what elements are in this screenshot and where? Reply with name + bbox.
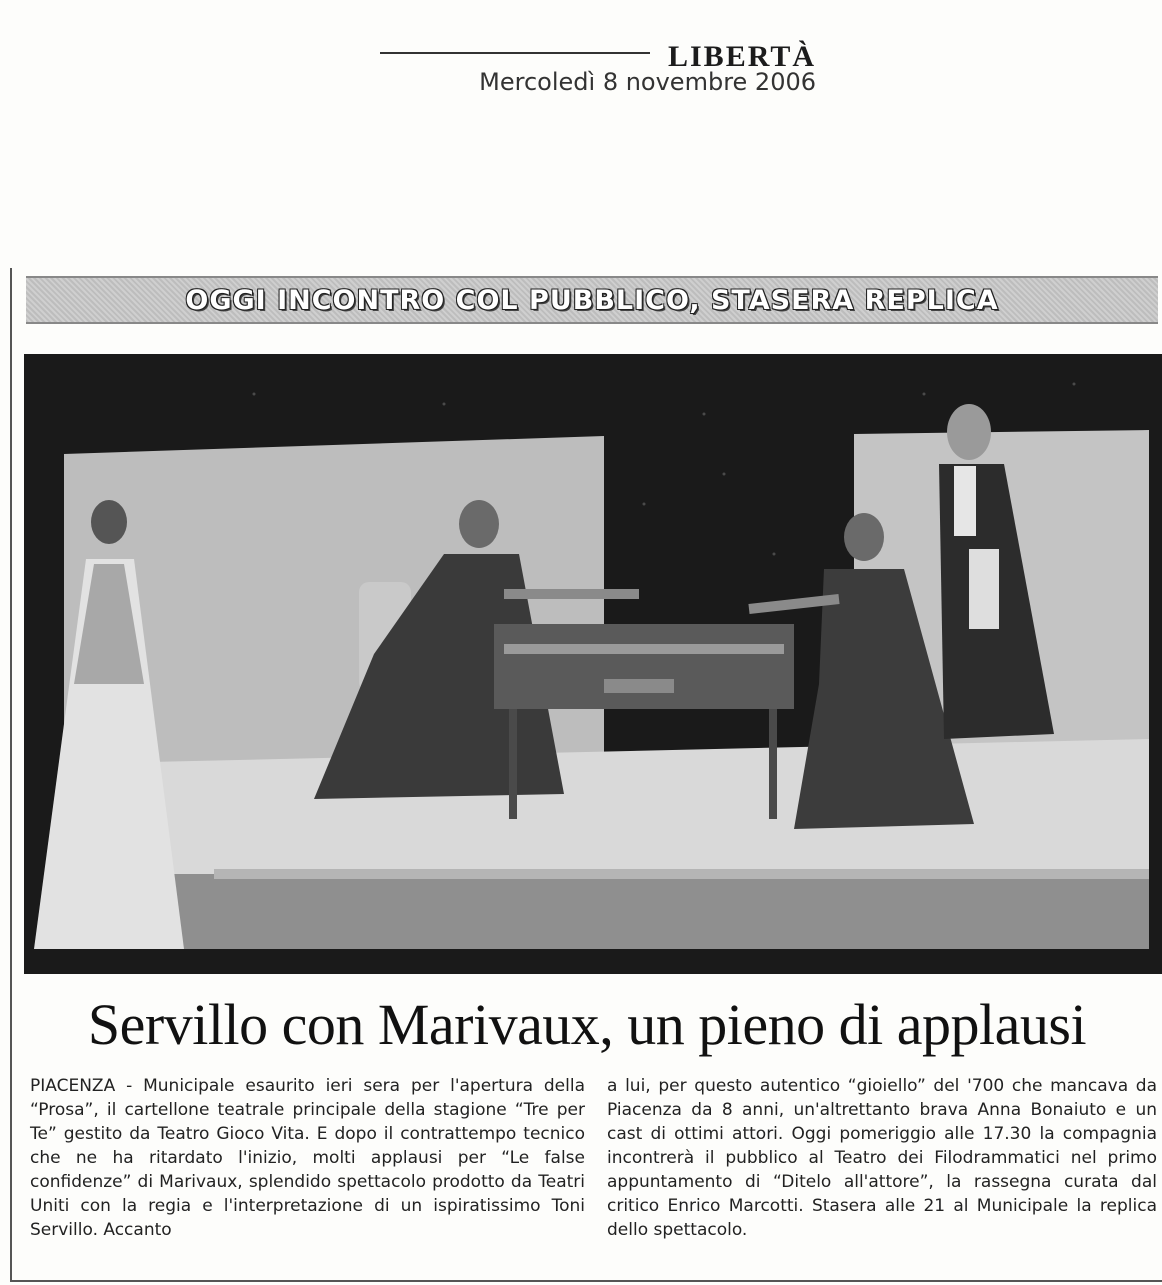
kicker-banner (26, 276, 1158, 324)
stage-photo-illustration (24, 354, 1162, 974)
publication-date: Mercoledì 8 novembre 2006 (479, 68, 816, 96)
article-body-column-2: a lui, per questo autentico “gioiello” del '700 che mancava da Piacenza da 8 anni, un'altrettanto brava Anna Bonaiuto e un cast di ottimi attori. Oggi pomeriggio alle 17.30 la compagnia incontrerà il pubblico al Teatro dei Filodrammatici nel primo appuntamento di “Ditelo all'attore”, la rassegna curata dal critico Enrico Marcotti. Stasera alle 21 al Municipale la replica dello spettacolo. (607, 1076, 1157, 1240)
article-body-column-1: PIACENZA - Municipale esaurito ieri sera per l'apertura della “Prosa”, il cartellone teatrale principale della stagione “Tre per Te” gestito da Teatro Gioco Vita. E dopo il contrattempo tecnico che ne ha ritardato l'inizio, molti applausi per “Le false confidenze” di Marivaux, splendido spettacolo prodotto da Teatri Uniti con la regia e l'interpretazione di un ispiratissimo Toni Servillo. Accanto (30, 1076, 585, 1240)
masthead (380, 22, 820, 102)
kicker-text: OGGI INCONTRO COL PUBBLICO, STASERA REPLICA (185, 284, 999, 316)
stage-photo (24, 354, 1162, 974)
newspaper-clipping (10, 268, 1162, 1282)
masthead-rule (380, 52, 650, 54)
headline: Servillo con Marivaux, un pieno di applausi (87, 992, 1087, 1057)
newspaper-name: LIBERTÀ (668, 40, 816, 73)
